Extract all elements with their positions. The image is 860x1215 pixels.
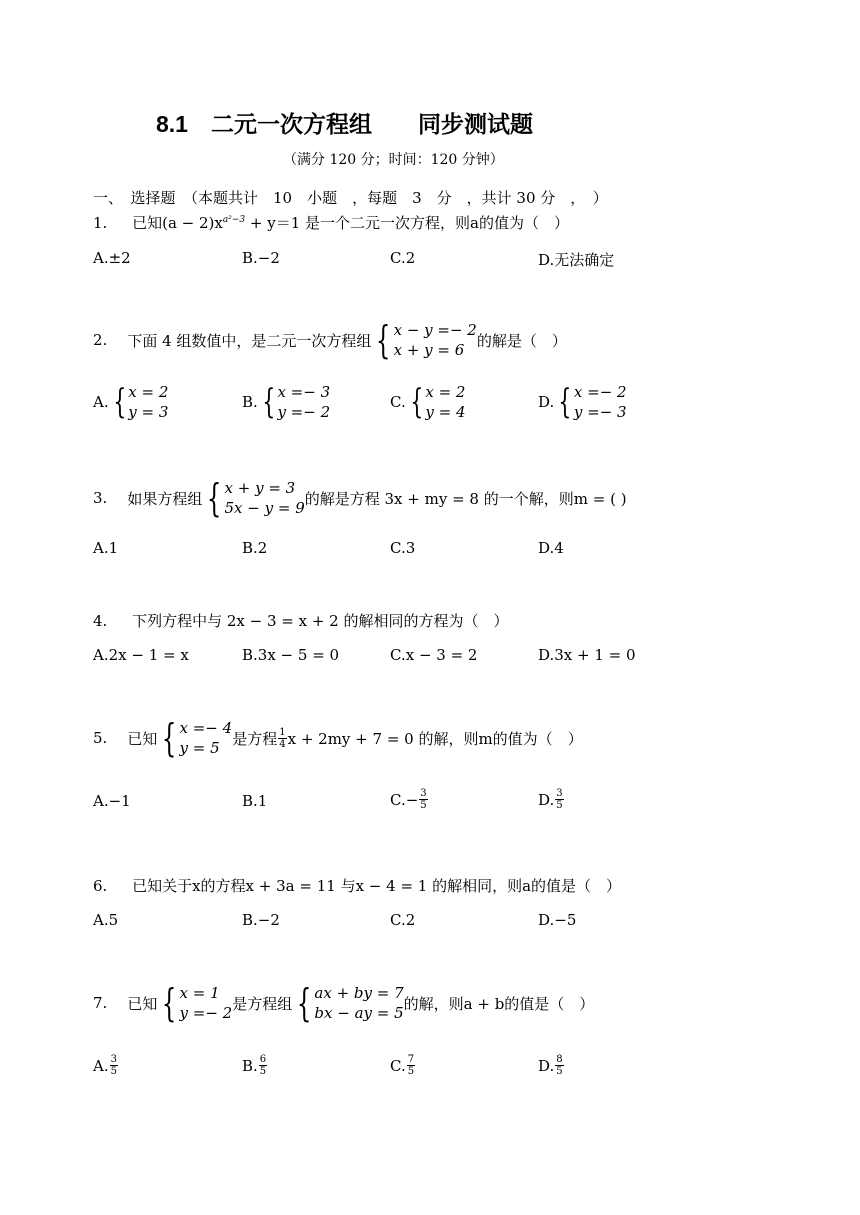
denominator: 5 — [259, 1066, 267, 1077]
question-6 — [93, 875, 621, 896]
numerator: 8 — [556, 1054, 563, 1065]
question-text-pre: 已知(a − 2)x — [132, 214, 223, 232]
option-d: D.4 — [538, 539, 564, 557]
question-text-mid: 是方程 — [232, 729, 278, 748]
exponent: a²−3 — [222, 215, 246, 225]
numerator: 3 — [556, 788, 563, 799]
equation-line: x + y = 3 — [224, 479, 296, 497]
section-header: 一、 选择题 （本题共计 10 小题 ，每题 3 分 ，共计 30 分 ， ） — [93, 189, 608, 207]
equation-line: x =− 2 — [573, 383, 627, 401]
option-b — [242, 792, 267, 810]
equation-system — [202, 478, 304, 518]
question-number: 1. — [93, 214, 108, 232]
brace-icon: { — [207, 476, 222, 520]
option-b: B.2 — [242, 539, 268, 557]
equation-system — [371, 320, 476, 360]
question-number: 5. — [93, 729, 108, 747]
question-text-post: 的解是（ ） — [476, 331, 567, 350]
brace-icon: { — [297, 981, 312, 1025]
question-text-post: 的解，则a + b的值是（ ） — [403, 994, 595, 1013]
question-text-pre: 如果方程组 — [127, 489, 203, 508]
option-d: D.3x + 1 = 0 — [538, 646, 636, 664]
option-b — [242, 382, 330, 422]
option-d — [538, 788, 565, 811]
option-c: C.x − 3 = 2 — [390, 646, 478, 664]
equation-line: y =− 3 — [573, 403, 627, 421]
question-text-pre: 已知 — [127, 994, 158, 1013]
option-c — [390, 1054, 416, 1077]
equation-line: y = 5 — [179, 739, 220, 757]
brace-icon: { — [376, 318, 391, 362]
option-c: C.2 — [390, 249, 416, 267]
equation-line: x = 2 — [425, 383, 466, 401]
option-b: B.−2 — [242, 249, 280, 267]
denominator: 4 — [279, 738, 286, 750]
option-label: B. — [242, 1056, 258, 1075]
equation-line: x =− 3 — [277, 383, 331, 401]
question-number: 4. — [93, 612, 108, 630]
question-number: 6. — [93, 877, 108, 895]
equation-line: y =− 2 — [179, 1004, 233, 1022]
fraction — [259, 1054, 267, 1077]
equation-line: 5x − y = 9 — [224, 499, 305, 517]
option-label: B.1 — [242, 792, 268, 810]
option-label: A.−1 — [93, 792, 131, 810]
fraction — [407, 1054, 415, 1077]
equation-line: ax + by = 7 — [314, 984, 404, 1002]
brace-icon: { — [558, 382, 572, 422]
equation-line: x + y = 6 — [393, 341, 465, 359]
question-text-pre: 下面 4 组数值中，是二元一次方程组 — [127, 331, 372, 350]
brace-icon: { — [112, 382, 126, 422]
option-label: D. — [538, 393, 555, 411]
option-label: C. — [390, 1056, 406, 1075]
brace-icon: { — [410, 382, 424, 422]
question-3 — [93, 478, 627, 518]
option-a: A.±2 — [93, 249, 131, 267]
denominator: 5 — [556, 800, 563, 811]
equation-line: x − y =− 2 — [393, 321, 477, 339]
option-label: A. — [93, 393, 109, 411]
question-text-post: 的解是方程 3x + my = 8 的一个解，则m = ( ) — [304, 489, 627, 508]
option-c: C.3 — [390, 539, 416, 557]
denominator: 5 — [110, 1066, 117, 1077]
option-c — [390, 788, 429, 811]
brace-icon: { — [262, 382, 276, 422]
brace-icon: { — [162, 981, 177, 1025]
equation-line: x = 2 — [128, 383, 169, 401]
option-label: D. — [538, 1056, 555, 1075]
denominator: 5 — [420, 800, 427, 811]
numerator: 3 — [420, 788, 427, 799]
question-5 — [93, 718, 583, 758]
equation-system — [157, 718, 232, 758]
option-b: B.−2 — [242, 911, 280, 929]
question-number: 2. — [93, 331, 108, 349]
question-number: 7. — [93, 994, 108, 1012]
numerator: 6 — [259, 1054, 267, 1065]
question-1 — [93, 212, 569, 233]
option-label: D. — [538, 790, 555, 809]
question-4 — [93, 610, 509, 631]
fraction — [110, 1054, 118, 1077]
fraction — [278, 727, 286, 750]
question-text-post: + y＝1 是一个二元一次方程，则a的值为（ ） — [245, 214, 569, 232]
question-text-mid: 是方程组 — [232, 994, 293, 1013]
option-a: A.1 — [93, 539, 119, 557]
option-label: C.− — [390, 790, 419, 809]
equation-line: bx − ay = 5 — [314, 1004, 404, 1022]
option-a — [93, 1054, 119, 1077]
numerator: 7 — [407, 1054, 415, 1065]
equation-line: y = 3 — [128, 403, 169, 421]
option-a: A.2x − 1 = x — [93, 646, 189, 664]
option-d: D.无法确定 — [538, 251, 615, 269]
equation-system — [292, 983, 403, 1023]
question-number: 3. — [93, 489, 108, 507]
numerator: 3 — [110, 1054, 117, 1065]
page-title: 8.1 二元一次方程组 同步测试题 — [156, 111, 533, 137]
question-text: 已知关于x的方程x + 3a = 11 与x − 4 = 1 的解相同，则a的值是（ ） — [132, 877, 622, 895]
question-2 — [93, 320, 567, 360]
numerator: 1 — [279, 726, 286, 738]
option-label: B. — [242, 393, 258, 411]
fraction — [555, 1054, 563, 1077]
option-d: D.−5 — [538, 911, 577, 929]
page-subtitle: （满分 120 分；时间：120 分钟） — [283, 152, 504, 168]
fraction — [555, 788, 563, 811]
equation-line: y =− 2 — [277, 403, 331, 421]
option-c — [390, 382, 465, 422]
equation-system — [157, 983, 232, 1023]
option-d — [538, 382, 627, 422]
brace-icon: { — [162, 716, 177, 760]
question-text: 下列方程中与 2x − 3 = x + 2 的解相同的方程为（ ） — [132, 612, 509, 630]
option-label: A. — [93, 1056, 109, 1075]
option-b: B.3x − 5 = 0 — [242, 646, 340, 664]
option-a — [93, 792, 131, 810]
question-text-pre: 已知 — [127, 729, 158, 748]
option-d — [538, 1054, 565, 1077]
equation-line: y = 4 — [425, 403, 466, 421]
option-a — [93, 382, 168, 422]
equation-line: x =− 4 — [179, 719, 233, 737]
option-label: C. — [390, 393, 406, 411]
denominator: 5 — [556, 1066, 563, 1077]
question-text-post: x + 2my + 7 = 0 的解，则m的值为（ ） — [287, 729, 583, 748]
option-a: A.5 — [93, 911, 119, 929]
option-c: C.2 — [390, 911, 416, 929]
fraction — [419, 788, 427, 811]
equation-line: x = 1 — [179, 984, 220, 1002]
question-7 — [93, 983, 594, 1023]
denominator: 5 — [407, 1066, 415, 1077]
option-b — [242, 1054, 268, 1077]
